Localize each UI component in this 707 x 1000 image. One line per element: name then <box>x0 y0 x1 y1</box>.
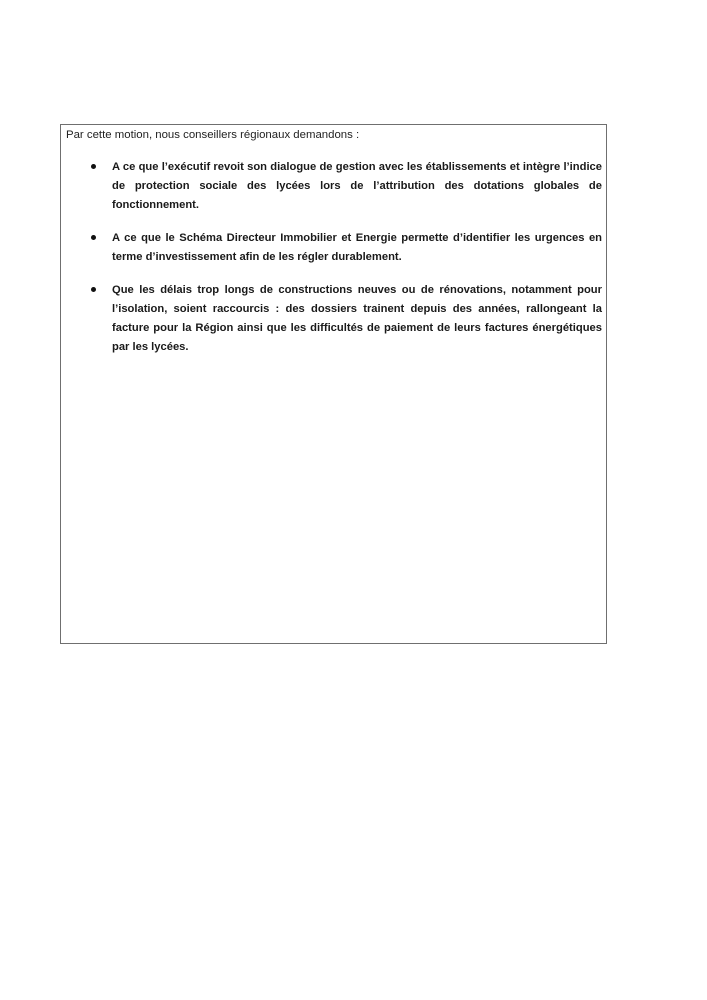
motion-demands-list <box>61 158 606 371</box>
bullet-icon <box>91 287 96 292</box>
motion-box <box>60 124 607 644</box>
list-item <box>61 158 606 215</box>
bullet-icon <box>91 235 96 240</box>
demand-text: Que les délais trop longs de constructions neuves ou de rénovations, notamment pour l’isolation, soient raccourcis : des dossiers trainent depuis des années, rallongeant la facture pour la Région ainsi que les difficultés de paiement de leurs factures énergétiques par les lycées. <box>112 284 602 353</box>
demand-text: A ce que l’exécutif revoit son dialogue de gestion avec les établissements et intègre l’indice de protection sociale des lycées lors de l’attribution des dotations globales de fonctionnement. <box>112 161 602 211</box>
list-item <box>61 281 606 357</box>
bullet-icon <box>91 164 96 169</box>
motion-intro: Par cette motion, nous conseillers régionaux demandons : <box>66 129 360 141</box>
list-item <box>61 229 606 267</box>
demand-text: A ce que le Schéma Directeur Immobilier et Energie permette d’identifier les urgences en terme d’investissement afin de les régler durablement. <box>112 232 602 263</box>
